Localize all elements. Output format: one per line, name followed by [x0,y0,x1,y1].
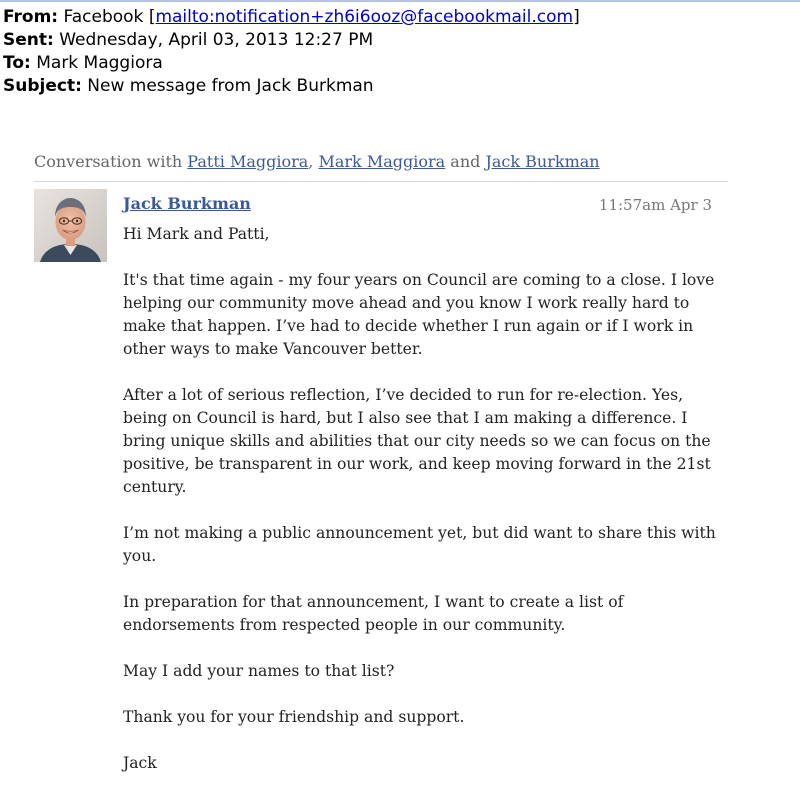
to-value: Mark Maggiora [36,53,163,73]
to-row [3,52,580,75]
message-paragraph: After a lot of serious reflection, I’ve decided to run for re-election. Yes, being on Council is hard, but I also see that I am making a difference. I bring unique skills and abilities that our city needs so we can focus on the positive, be transparent in our work, and keep moving forward in the 21st century. [123,386,711,496]
from-name: Facebook [63,7,144,27]
participant-link-patti[interactable]: Patti Maggiora [187,152,309,171]
email-header [3,6,580,98]
sender-name-link[interactable]: Jack Burkman [123,194,251,213]
from-bracket-open: [ [148,7,156,27]
participant-link-mark[interactable]: Mark Maggiora [318,152,446,171]
from-label: From: [3,7,59,27]
sender-avatar[interactable] [34,189,107,262]
participant-separator-and: and [450,152,481,171]
participant-separator-comma: , [308,152,314,171]
conversation-prefix: Conversation with [34,152,183,171]
message-paragraph: May I add your names to that list? [123,662,395,680]
message-greeting: Hi Mark and Patti, [123,225,270,243]
from-bracket-close: ] [573,7,580,27]
conversation-divider [34,181,728,182]
message-signature: Jack [123,754,157,772]
message-timestamp: 11:57am Apr 3 [598,196,712,214]
subject-row [3,75,580,98]
from-email-link[interactable]: mailto:notification+zh6i6ooz@facebookmail.com [155,7,574,27]
sent-label: Sent: [3,30,54,50]
subject-label: Subject: [3,76,82,96]
participant-link-jack[interactable]: Jack Burkman [485,152,600,171]
sent-value: Wednesday, April 03, 2013 12:27 PM [59,30,374,50]
message-body [123,223,723,798]
sender-avatar-photo [34,189,107,262]
sent-row [3,29,580,52]
subject-value: New message from Jack Burkman [87,76,374,96]
message-paragraph: Thank you for your friendship and support. [123,708,465,726]
top-divider [0,0,800,2]
message-paragraph: It's that time again - my four years on Council are coming to a close. I love helping our community move ahead and you know I work really hard to make that happen. I’ve had to decide whether I run again or if I work in other ways to make Vancouver better. [123,271,715,358]
to-label: To: [3,53,31,73]
from-row [3,6,580,29]
conversation-participants [34,151,600,173]
message-paragraph: In preparation for that announcement, I want to create a list of endorsements from respected people in our community. [123,593,624,634]
message-paragraph: I’m not making a public announcement yet, but did want to share this with you. [123,524,716,565]
